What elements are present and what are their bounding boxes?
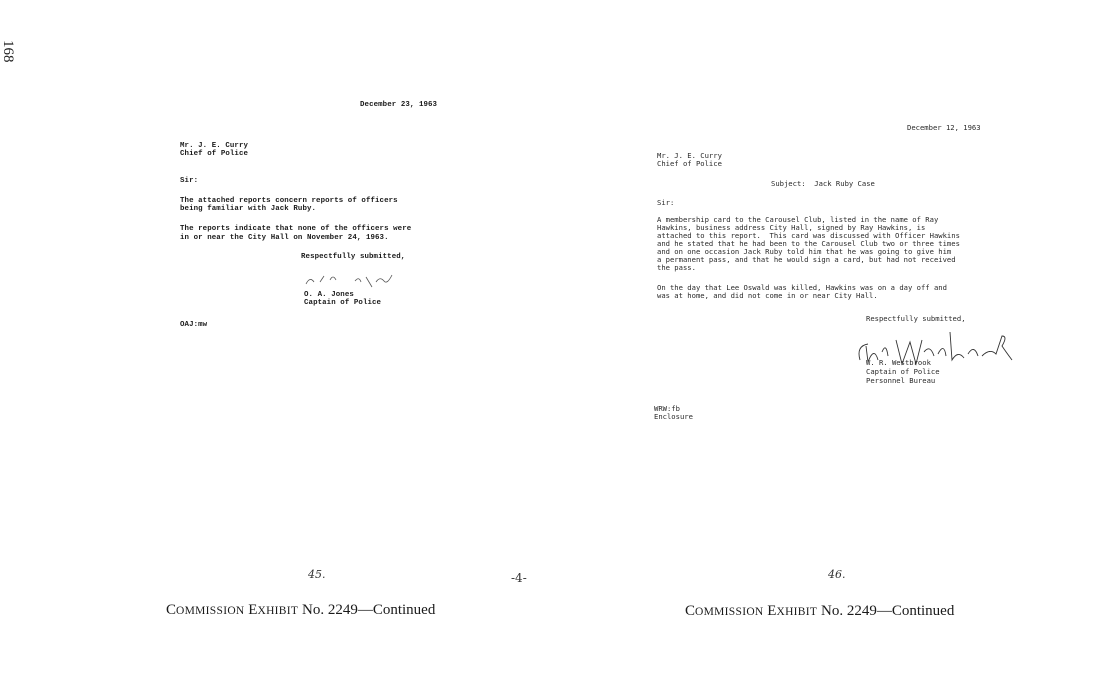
center-mark: -4- xyxy=(511,571,527,585)
left-addressee-title: Chief of Police xyxy=(180,150,249,158)
right-para1-line: A membership card to the Carousel Club, listed in the name of Ray xyxy=(657,215,939,224)
left-closing: Respectfully submitted, xyxy=(301,253,406,261)
caption-right-c: C xyxy=(685,603,696,619)
right-enclosure: Enclosure xyxy=(654,412,693,421)
caption-left-c: C xyxy=(166,602,177,618)
right-para1-line: and on one occasion Jack Ruby told him that he was going to give him xyxy=(657,247,952,256)
right-handwritten-page: 46. xyxy=(828,568,846,581)
caption-right-xhibit: XHIBIT xyxy=(776,606,818,618)
left-initials: OAJ:mw xyxy=(180,321,208,329)
caption-right-ommission: OMMISSION xyxy=(695,606,764,618)
caption-left xyxy=(166,602,435,619)
caption-left-rest: No. 2249—Continued xyxy=(301,602,436,618)
page-number: 168 xyxy=(0,40,16,63)
left-signer-title: Captain of Police xyxy=(304,299,382,307)
left-para1-line2: being familiar with Jack Ruby. xyxy=(180,205,317,213)
caption-left-xhibit: XHIBIT xyxy=(257,605,299,617)
right-para1-line: a permanent pass, and that he would sign a card, but had not received xyxy=(657,255,956,264)
right-subject: Subject: Jack Ruby Case xyxy=(771,179,875,188)
right-closing: Respectfully submitted, xyxy=(866,314,966,323)
left-para1-line1: The attached reports concern reports of officers xyxy=(180,197,398,205)
left-handwritten-page: 45. xyxy=(308,568,326,581)
right-signer-dept: Personnel Bureau xyxy=(866,376,936,385)
right-para1-line: Hawkins, business address City Hall, signed by Ray Hawkins, is xyxy=(657,223,926,232)
right-para1-line: and he stated that he had been to the Carousel Club two or three times xyxy=(657,239,960,248)
right-date: December 12, 1963 xyxy=(907,123,981,132)
right-signer-name: W. R. Westbrook xyxy=(866,358,931,367)
right-para1-line: the pass. xyxy=(657,263,696,272)
right-addressee-title: Chief of Police xyxy=(657,159,722,168)
right-addressee-name: Mr. J. E. Curry xyxy=(657,151,722,160)
left-signature xyxy=(300,268,400,290)
left-para2-line2: in or near the City Hall on November 24, 1963. xyxy=(180,234,389,242)
left-date: December 23, 1963 xyxy=(360,101,438,109)
caption-right xyxy=(685,603,954,620)
right-initials: WRW:fb xyxy=(654,404,680,413)
right-signer-title: Captain of Police xyxy=(866,367,940,376)
caption-right-rest: No. 2249—Continued xyxy=(820,603,955,619)
right-para1-line: attached to this report. This card was discussed with Officer Hawkins xyxy=(657,231,960,240)
caption-left-ommission: OMMISSION xyxy=(176,605,245,617)
left-salutation: Sir: xyxy=(180,177,199,185)
left-addressee-name: Mr. J. E. Curry xyxy=(180,142,249,150)
left-para2-line1: The reports indicate that none of the officers were xyxy=(180,225,412,233)
left-signer-name: O. A. Jones xyxy=(304,291,354,299)
caption-right-e: E xyxy=(767,603,777,619)
right-para2-line: On the day that Lee Oswald was killed, Hawkins was on a day off and xyxy=(657,283,947,292)
right-salutation: Sir: xyxy=(657,198,675,207)
caption-left-e: E xyxy=(248,602,258,618)
right-para2-line: was at home, and did not come in or near City Hall. xyxy=(657,291,878,300)
